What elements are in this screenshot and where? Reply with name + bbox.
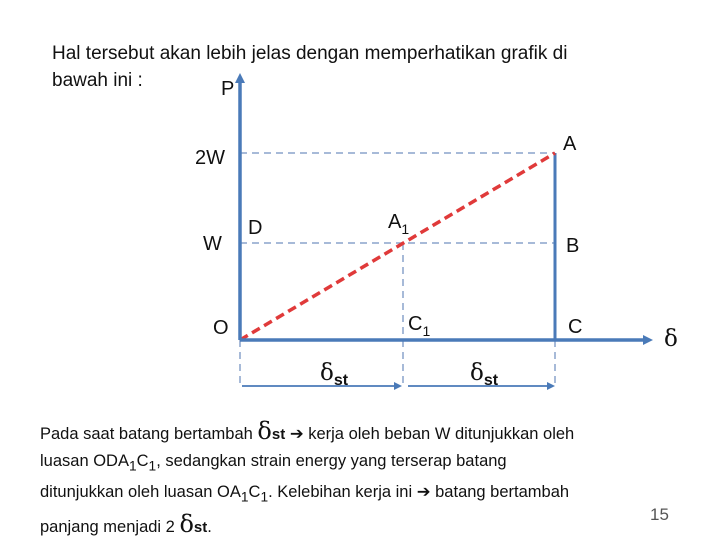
explanation-paragraph (40, 418, 710, 541)
right-arrow-icon: ➔ (416, 483, 431, 502)
y-tick-w: W (203, 233, 222, 255)
page-number: 15 (650, 505, 669, 524)
point-b-label: B (566, 235, 580, 257)
intro-line-1: Hal tersebut akan lebih jelas dengan memperhatikan grafik di (52, 43, 568, 64)
point-c1-label: $C_1$ (408, 313, 431, 339)
intro-line-2: bawah ini : (52, 70, 143, 91)
load-line (240, 153, 555, 340)
y-tick-2w: 2W (195, 147, 225, 169)
point-a1-label: $A_1$ (388, 211, 410, 237)
delta-st-right: $\delta_{st}$ (470, 360, 499, 389)
para-line-1: Pada saat batang bertambah δst ➔ kerja oleh beban W ditunjukkan oleh (40, 417, 575, 445)
para-line-2: luasan $ODA_1C_1$, sedangkan strain energy yang terserap batang (40, 452, 507, 474)
point-a-label: A (563, 133, 577, 155)
para-line-4: panjang menjadi 2 δst. (40, 509, 212, 538)
x-axis-label: δ (664, 326, 678, 352)
delta-st-left: $\delta_{st}$ (320, 360, 349, 389)
y-axis-label: P (221, 78, 235, 100)
point-c-label: C (568, 316, 583, 338)
para-line-3: ditunjukkan oleh luasan $OA_1C_1$. Kelebihan kerja ini ➔ batang bertambah (40, 483, 570, 505)
point-d-label: D (248, 217, 263, 239)
origin-label: O (213, 317, 229, 339)
right-arrow-icon: ➔ (289, 425, 304, 443)
